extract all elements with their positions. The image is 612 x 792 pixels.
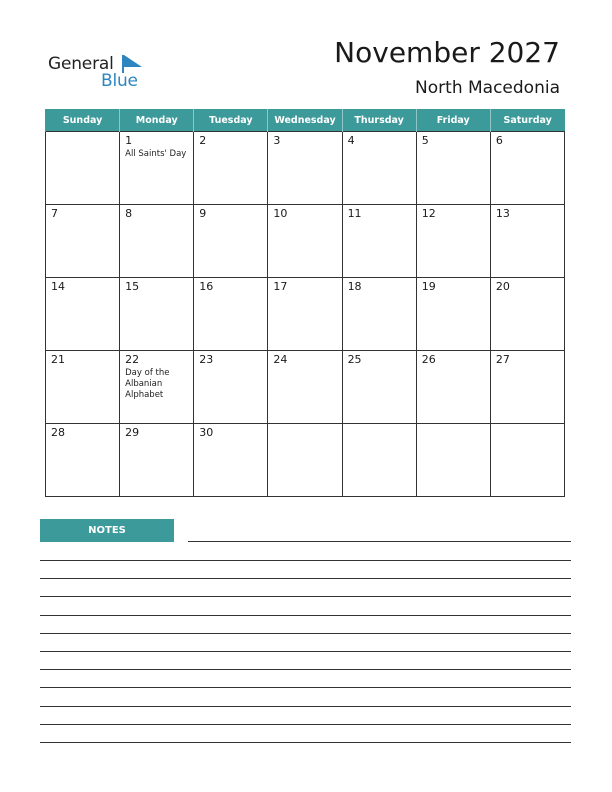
weekday-header-tuesday: Tuesday [194,109,268,132]
day-cell [416,351,490,424]
notes-label: NOTES [40,519,174,542]
weekday-header-thursday: Thursday [342,109,416,132]
day-number: 13 [495,207,510,220]
day-number: 30 [199,426,214,439]
day-number: 21 [51,353,65,366]
day-number: 2 [199,134,207,147]
day-number: 23 [199,353,214,366]
week-row [46,351,565,424]
day-number: 28 [51,426,65,439]
day-cell [342,424,416,497]
day-cell [194,278,268,351]
weekday-header-row [46,109,565,132]
notes-line [40,669,571,670]
day-cell [490,132,564,205]
day-cell [194,132,268,205]
notes-line [40,560,571,561]
notes-line [40,651,571,652]
day-number: 18 [347,280,362,293]
calendar-country: North Macedonia [415,78,560,98]
day-cell [342,278,416,351]
day-cell [46,278,120,351]
day-number: 5 [421,134,429,147]
day-cell [120,278,194,351]
day-number: 25 [347,353,362,366]
holiday-label: Day of the Albanian Alphabet [125,368,170,400]
weekday-header-monday: Monday [120,109,194,132]
day-cell [342,205,416,278]
notes-line [40,615,571,616]
day-number: 12 [421,207,436,220]
day-number: 4 [347,134,355,147]
holiday-label: All Saints' Day [125,149,187,159]
day-number: 3 [273,134,281,147]
logo-word-blue: Blue [101,71,138,91]
calendar-grid [45,109,565,497]
day-number: 27 [495,353,510,366]
day-cell [268,132,342,205]
notes-line [40,742,571,743]
day-cell [120,424,194,497]
day-number: 22 [125,353,140,366]
day-number: 9 [199,207,207,220]
day-cell [120,132,194,205]
day-cell [490,278,564,351]
notes-line [40,578,571,579]
week-row [46,205,565,278]
logo-word-general: General [48,54,114,74]
notes-line [40,724,571,725]
notes-line [40,633,571,634]
day-number: 17 [273,280,288,293]
day-cell [120,205,194,278]
day-cell [342,351,416,424]
day-number: 10 [273,207,288,220]
day-cell [46,132,120,205]
day-cell [416,424,490,497]
day-cell [268,205,342,278]
day-number: 19 [421,280,436,293]
day-cell [120,351,194,424]
weekday-header-friday: Friday [416,109,490,132]
week-row [46,424,565,497]
week-row [46,278,565,351]
day-cell [46,424,120,497]
weekday-header-saturday: Saturday [490,109,564,132]
day-number: 24 [273,353,288,366]
day-cell [46,205,120,278]
day-cell [416,205,490,278]
day-number: 6 [495,134,503,147]
day-number: 15 [125,280,140,293]
day-cell [194,205,268,278]
day-number: 8 [125,207,133,220]
day-cell [268,278,342,351]
day-number: 26 [421,353,436,366]
day-cell [342,132,416,205]
day-number: 11 [347,207,362,220]
notes-line [40,687,571,688]
day-number: 20 [495,280,510,293]
weekday-header-sunday: Sunday [46,109,120,132]
day-number: 16 [199,280,214,293]
day-cell [46,351,120,424]
generalblue-logo [48,52,158,92]
day-number: 1 [125,134,133,147]
day-cell [490,351,564,424]
day-cell [194,424,268,497]
notes-line [40,596,571,597]
day-cell [490,424,564,497]
day-number: 14 [51,280,65,293]
day-cell [416,132,490,205]
day-number: 7 [51,207,58,220]
day-cell [194,351,268,424]
day-cell [490,205,564,278]
notes-line [40,706,571,707]
day-number: 29 [125,426,140,439]
weekday-header-wednesday: Wednesday [268,109,342,132]
calendar-title: November 2027 [334,36,560,69]
day-cell [268,424,342,497]
week-row [46,132,565,205]
day-cell [416,278,490,351]
notes-line [188,541,571,542]
day-cell [268,351,342,424]
